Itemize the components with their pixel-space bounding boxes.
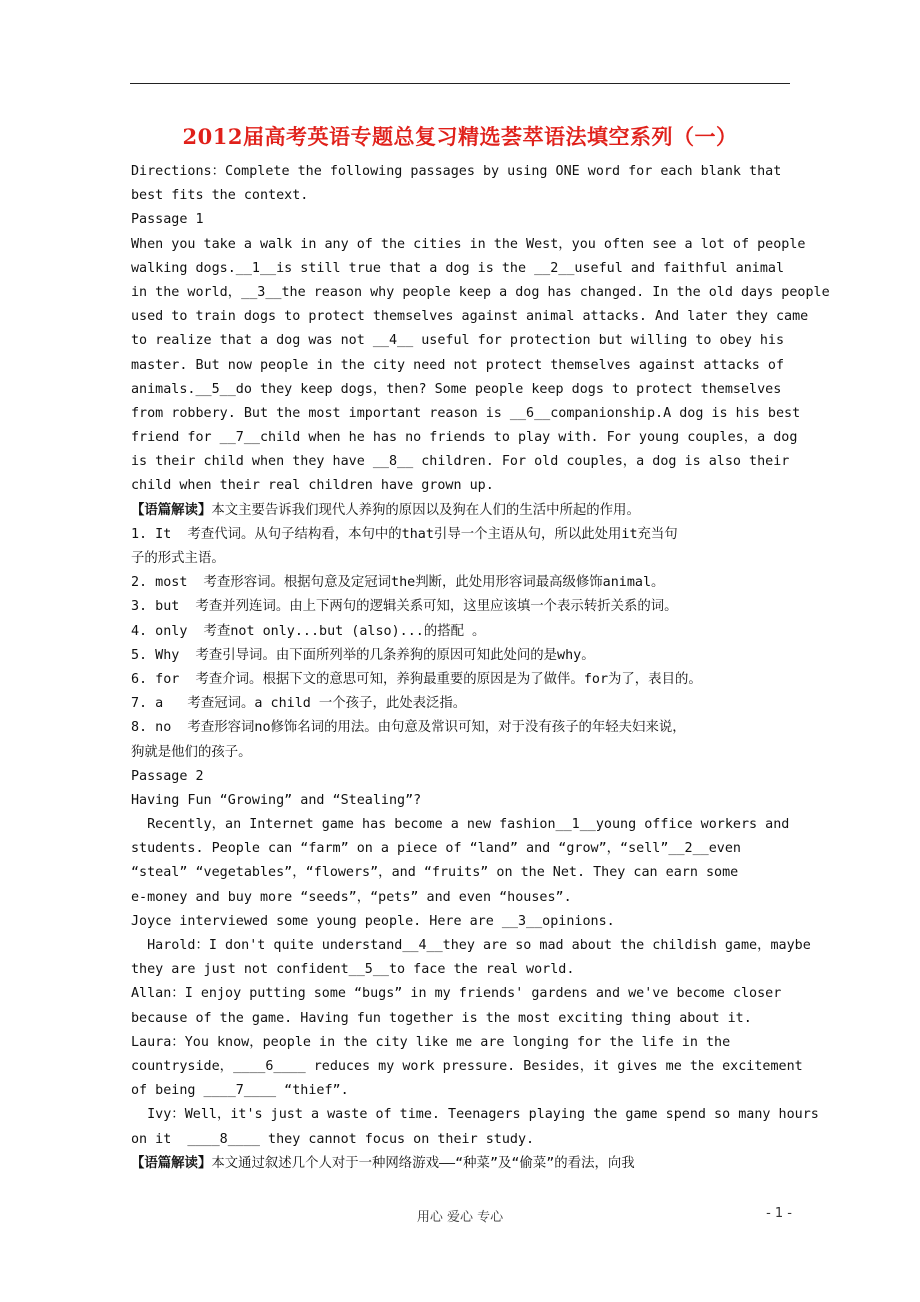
answer-line: 6. for 考查介词。根据下文的意思可知，养狗最重要的原因是为了做伴。for为了，表目的。 bbox=[131, 671, 702, 687]
passage-line: students. People can “farm” on a piece of “land” and “grow”，“sell”__2__even bbox=[131, 841, 741, 857]
analysis-line bbox=[131, 1152, 846, 1176]
analysis-line bbox=[131, 499, 846, 523]
passage-line: used to train dogs to protect themselves against animal attacks. And later they came bbox=[131, 309, 809, 325]
directions-line: Directions：Complete the following passages by using ONE word for each blank that bbox=[131, 164, 782, 179]
document-body bbox=[131, 160, 846, 1176]
page-title: 2012届高考英语专题总复习精选荟萃语法填空系列（一） bbox=[182, 124, 738, 149]
directions-line: best fits the context. bbox=[131, 188, 309, 204]
passage-line: animals.__5__do they keep dogs，then? Some people keep dogs to protect themselves bbox=[131, 381, 782, 397]
passage-line: walking dogs.__1__is still true that a dog is the __2__useful and faithful animal bbox=[131, 260, 785, 276]
passage-line: Allan：I enjoy putting some “bugs” in my friends' gardens and we've become closer bbox=[131, 986, 782, 1002]
passage-line: on it ____8____ they cannot focus on their study. bbox=[131, 1131, 535, 1147]
answer-line: 1. It 考查代词。从句子结构看，本句中的that引导一个主语从句，所以此处用it充当句 bbox=[131, 526, 678, 542]
page-number: - 1 - bbox=[766, 1206, 792, 1221]
answer-line: 3. but 考查并列连词。由上下两句的逻辑关系可知，这里应该填一个表示转折关系的词。 bbox=[131, 599, 678, 615]
passage-line: Harold：I don't quite understand__4__they are so mad about the childish game，maybe bbox=[131, 938, 811, 953]
passage-subtitle: Having Fun “Growing” and “Stealing”? bbox=[131, 792, 422, 808]
passage-line: Joyce interviewed some young people. Here are __3__opinions. bbox=[131, 913, 615, 929]
answer-line: 狗就是他们的孩子。 bbox=[131, 744, 252, 760]
passage-line: “steal” “vegetables”，“flowers”，and “fruits” on the Net. They can earn some bbox=[131, 865, 739, 881]
answer-line: 子的形式主语。 bbox=[131, 551, 225, 566]
passage-line: from robbery. But the most important reason is __6__companionship.A dog is his best bbox=[131, 405, 801, 421]
passage-heading: Passage 2 bbox=[131, 768, 204, 784]
passage-line: master. But now people in the city need not protect themselves against attacks of bbox=[131, 357, 785, 373]
passage-line: Recently，an Internet game has become a new fashion__1__young office workers and bbox=[131, 817, 790, 833]
answer-line: 7. a 考查冠词。a child 一个孩子，此处表泛指。 bbox=[131, 696, 467, 712]
passage-line: of being ____7____ “thief”. bbox=[131, 1083, 349, 1099]
answer-line: 5. Why 考查引导词。由下面所列举的几条养狗的原因可知此处问的是why。 bbox=[131, 647, 595, 663]
footer-motto: 用心 爱心 专心 bbox=[416, 1210, 504, 1225]
passage-line: e-money and buy more “seeds”，“pets” and even “houses”. bbox=[131, 889, 572, 905]
analysis-text: 本文通过叙述几个人对于一种网络游戏——“种菜”及“偷菜”的看法，向我 bbox=[211, 1155, 635, 1171]
answer-line: 4. only 考查not only...but (also)...的搭配 。 bbox=[131, 623, 486, 639]
passage-line: When you take a walk in any of the cities in the West，you often see a lot of people bbox=[131, 236, 806, 252]
passage-line: to realize that a dog was not __4__ useful for protection but willing to obey his bbox=[131, 333, 785, 349]
passage-heading: Passage 1 bbox=[131, 212, 204, 228]
passage-line: friend for __7__child when he has no friends to play with. For young couples，a dog bbox=[131, 430, 798, 446]
answer-line: 8. no 考查形容词no修饰名词的用法。由句意及常识可知，对于没有孩子的年轻夫妇来说， bbox=[131, 720, 686, 736]
passage-line: in the world，__3__the reason why people keep a dog has changed. In the old days people bbox=[131, 284, 830, 300]
passage-line: because of the game. Having fun together is the most exciting thing about it. bbox=[131, 1010, 752, 1026]
analysis-label: 【语篇解读】 bbox=[131, 1155, 212, 1171]
passage-line: they are just not confident__5__to face the real world. bbox=[131, 962, 575, 978]
passage-line: Ivy：Well，it's just a waste of time. Teenagers playing the game spend so many hours bbox=[131, 1107, 819, 1123]
header-rule bbox=[130, 83, 790, 84]
passage-line: is their child when they have __8__ children. For old couples，a dog is also their bbox=[131, 454, 790, 470]
analysis-label: 【语篇解读】 bbox=[131, 502, 212, 518]
answer-line: 2. most 考查形容词。根据句意及定冠词the判断，此处用形容词最高级修饰animal。 bbox=[131, 575, 665, 591]
passage-line: countryside，____6____ reduces my work pressure. Besides，it gives me the excitement bbox=[131, 1058, 803, 1074]
passage-line: Laura：You know，people in the city like me are longing for the life in the bbox=[131, 1034, 731, 1050]
analysis-text: 本文主要告诉我们现代人养狗的原因以及狗在人们的生活中所起的作用。 bbox=[211, 502, 640, 518]
passage-line: child when their real children have grown up. bbox=[131, 478, 494, 494]
